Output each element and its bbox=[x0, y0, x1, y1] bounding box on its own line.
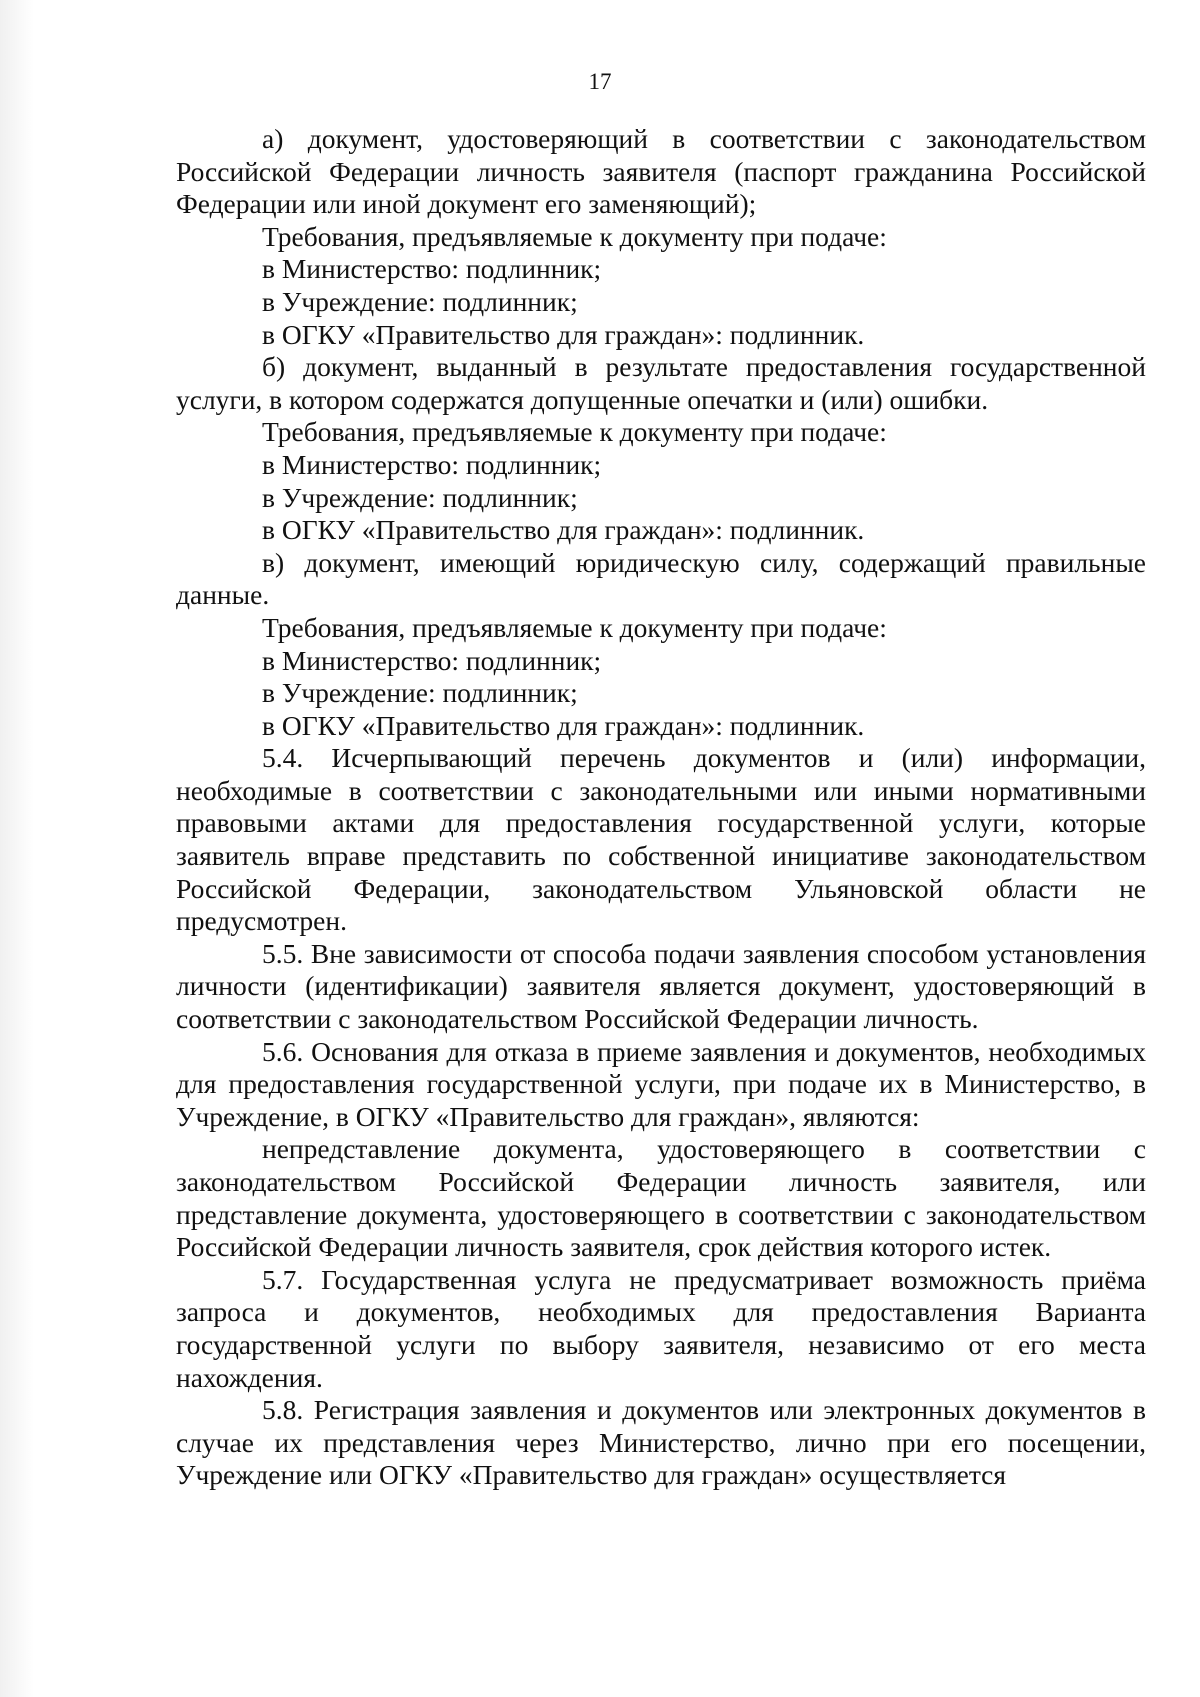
paragraph-5-6: 5.6. Основания для отказа в приеме заявления и документов, необходимых для предоставления государственной услуги, при подаче их в Министерство, в Учреждение, в ОГКУ «Правительство для граждан», являются: bbox=[176, 1035, 1146, 1132]
paragraph-ministry: в Министерство: подлинник; bbox=[262, 253, 602, 285]
paragraph-requirements: Требования, предъявляемые к документу при подаче: bbox=[262, 611, 887, 643]
scan-edge-shadow bbox=[0, 0, 34, 1697]
paragraph-item-a: а) документ, удостоверяющий в соответствии с законодательством Российской Федерации личность заявителя (паспорт гражданина Российской Федерации или иной документ его заменяющий); bbox=[176, 123, 1146, 220]
paragraph-5-4: 5.4. Исчерпывающий перечень документов и (или) информации, необходимые в соответствии с законодательными или иными нормативными правовыми актами для предоставления государственной услуги, которые заявитель вправе представить по собственной инициативе законодательством Российской Федерации, законодательством Ульяновской области не предусмотрен. bbox=[176, 742, 1146, 937]
paragraph-item-v: в) документ, имеющий юридическую силу, содержащий правильные данные. bbox=[176, 546, 1146, 611]
paragraph-requirements: Требования, предъявляемые к документу при подаче: bbox=[262, 416, 887, 448]
body-text bbox=[176, 123, 1146, 1492]
paragraph-item-b: б) документ, выданный в результате предоставления государственной услуги, в котором содержатся допущенные опечатки и (или) ошибки. bbox=[176, 351, 1146, 415]
paragraph-ministry: в Министерство: подлинник; bbox=[262, 644, 602, 676]
paragraph-ogku: в ОГКУ «Правительство для граждан»: подлинник. bbox=[262, 514, 865, 546]
paragraph-ogku: в ОГКУ «Правительство для граждан»: подлинник. bbox=[262, 709, 865, 741]
paragraph-institution: в Учреждение: подлинник; bbox=[262, 285, 578, 317]
paragraph-5-6-grounds: непредставление документа, удостоверяющего в соответствии с законодательством Российской Федерации личность заявителя, или представление документа, удостоверяющего в соответствии с законодательством Российской Федерации личность заявителя, срок действия которого истек. bbox=[176, 1133, 1146, 1263]
paragraph-ogku: в ОГКУ «Правительство для граждан»: подлинник. bbox=[262, 318, 865, 350]
paragraph-5-5: 5.5. Вне зависимости от способа подачи заявления способом установления личности (идентификации) заявителя является документ, удостоверяющий в соответствии с законодательством Российской Федерации личность. bbox=[176, 937, 1146, 1035]
paragraph-5-8: 5.8. Регистрация заявления и документов или электронных документов в случае их представления через Министерство, лично при его посещении, Учреждение или ОГКУ «Правительство для граждан» осуществляется bbox=[176, 1394, 1146, 1491]
paragraph-requirements: Требования, предъявляемые к документу при подаче: bbox=[262, 220, 887, 252]
page-number: 17 bbox=[588, 69, 612, 94]
paragraph-5-7: 5.7. Государственная услуга не предусматривает возможность приёма запроса и документов, необходимых для предоставления Варианта государственной услуги по выбору заявителя, независимо от его места нахождения. bbox=[176, 1263, 1146, 1393]
paragraph-ministry: в Министерство: подлинник; bbox=[262, 448, 602, 480]
paragraph-institution: в Учреждение: подлинник; bbox=[262, 481, 578, 513]
paragraph-institution: в Учреждение: подлинник; bbox=[262, 677, 578, 709]
